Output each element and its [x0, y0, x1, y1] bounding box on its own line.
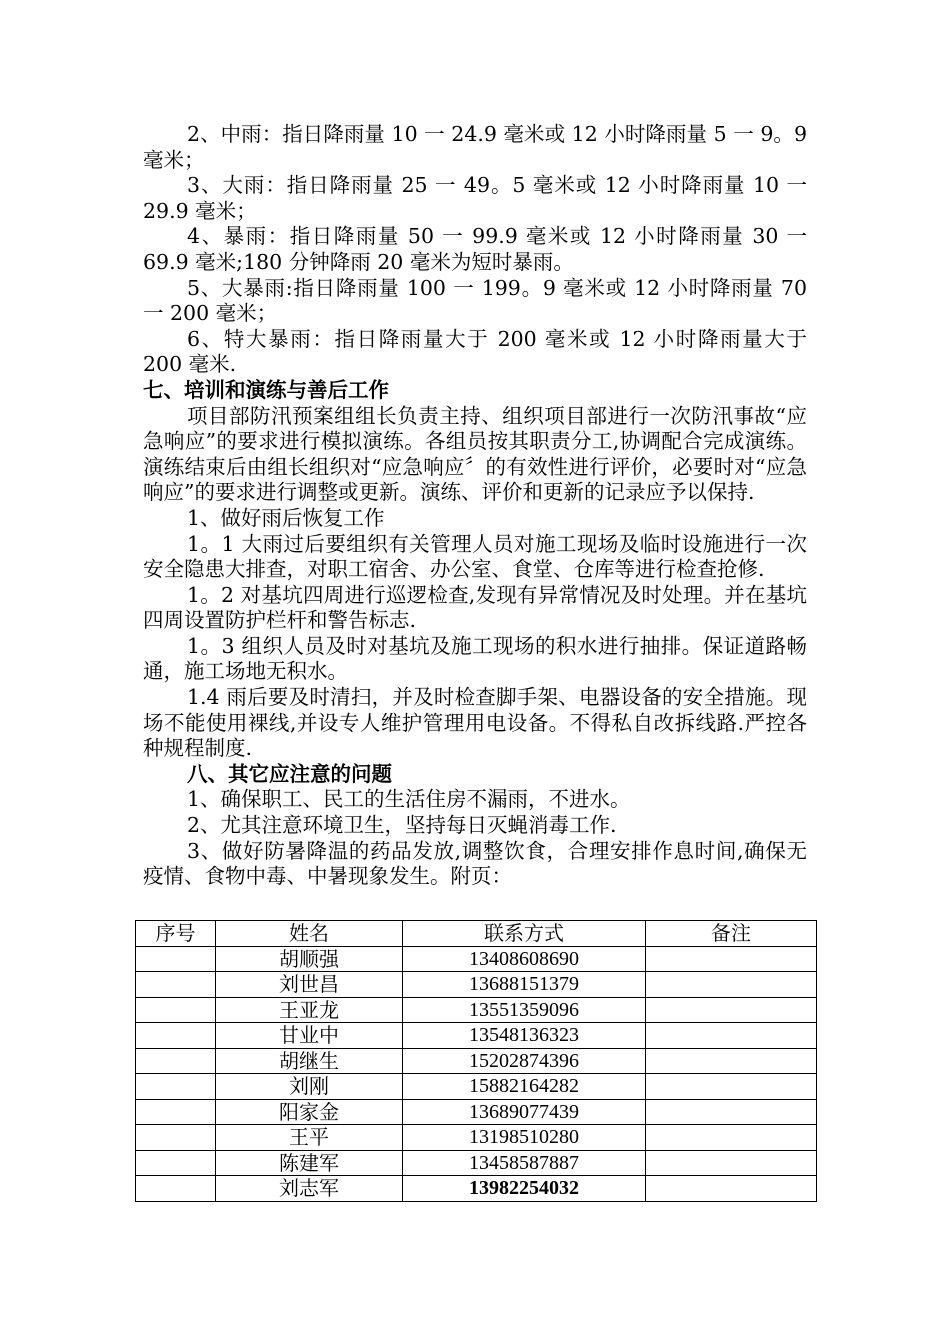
note-cell — [646, 1099, 817, 1125]
note-cell — [646, 1125, 817, 1151]
phone-cell: 13551359096 — [403, 997, 646, 1023]
paragraph: 1。3 组织人员及时对基坑及施工现场的积水进行抽排。保证道路畅通，施工场地无积水。 — [143, 633, 807, 684]
header-cell: 联系方式 — [403, 921, 646, 947]
phone-cell: 13689077439 — [403, 1099, 646, 1125]
no-cell — [136, 1150, 216, 1176]
name-cell: 刘志军 — [216, 1176, 403, 1202]
phone-cell: 13408608690 — [403, 946, 646, 972]
name-cell: 胡顺强 — [216, 946, 403, 972]
paragraph: 2、尤其注意环境卫生，坚持每日灭蝇消毒工作. — [187, 813, 617, 838]
name-cell: 刘刚 — [216, 1074, 403, 1100]
table-row — [136, 946, 817, 972]
section-heading: 八、其它应注意的问题 — [187, 761, 392, 786]
paragraph: 1。2 对基坑四周进行巡逻检查,发现有异常情况及时处理。并在基坑四周设置防护栏杆和警告标志. — [143, 582, 807, 633]
paragraph: 3、大雨：指日降雨量 25 一 49。5 毫米或 12 小时降雨量 10 一 29.9 毫米； — [143, 173, 807, 223]
contact-table — [135, 920, 817, 1202]
paragraph: 1.4 雨后要及时清扫，并及时检查脚手架、电器设备的安全措施。现场不能使用裸线,并设专人维护管理用电设备。不得私自改拆线路.严控各种规程制度. — [143, 685, 807, 761]
header-cell: 序号 — [136, 921, 216, 947]
paragraph: 5、大暴雨:指日降雨量 100 一 199。9 毫米或 12 小时降雨量 70 一 200 毫米； — [143, 275, 807, 326]
phone-cell: 13982254032 — [403, 1176, 646, 1202]
table-row — [136, 1125, 817, 1151]
phone-cell: 15882164282 — [403, 1074, 646, 1100]
table-row — [136, 1023, 817, 1049]
name-cell: 阳家金 — [216, 1099, 403, 1125]
note-cell — [646, 1176, 817, 1202]
header-cell: 备注 — [646, 921, 817, 947]
no-cell — [136, 1125, 216, 1151]
no-cell — [136, 946, 216, 972]
no-cell — [136, 1176, 216, 1202]
no-cell — [136, 972, 216, 998]
phone-cell: 13548136323 — [403, 1023, 646, 1049]
name-cell: 陈建军 — [216, 1150, 403, 1176]
table-row — [136, 997, 817, 1023]
phone-cell: 13198510280 — [403, 1125, 646, 1151]
name-cell: 刘世昌 — [216, 972, 403, 998]
no-cell — [136, 1074, 216, 1100]
note-cell — [646, 1023, 817, 1049]
name-cell: 胡继生 — [216, 1048, 403, 1074]
note-cell — [646, 946, 817, 972]
note-cell — [646, 997, 817, 1023]
no-cell — [136, 1099, 216, 1125]
table-row — [136, 1176, 817, 1202]
phone-cell: 13688151379 — [403, 972, 646, 998]
table-row — [136, 1048, 817, 1074]
table-row — [136, 972, 817, 998]
paragraph: 6、特大暴雨：指日降雨量大于 200 毫米或 12 小时降雨量大于 200 毫米. — [143, 326, 807, 377]
paragraph: 3、做好防暑降温的药品发放,调整饮食，合理安排作息时间,确保无疫情、食物中毒、中暑现象发生。附页： — [143, 838, 807, 889]
paragraph: 2、中雨：指日降雨量 10 一 24.9 毫米或 12 小时降雨量 5 一 9。9 毫米； — [143, 122, 807, 172]
no-cell — [136, 1023, 216, 1049]
name-cell: 王亚龙 — [216, 997, 403, 1023]
phone-cell: 13458587887 — [403, 1150, 646, 1176]
paragraph: 1、确保职工、民工的生活住房不漏雨，不进水。 — [187, 787, 631, 812]
table-header-row — [136, 921, 817, 947]
section-heading: 七、培训和演练与善后工作 — [143, 377, 389, 402]
header-cell: 姓名 — [216, 921, 403, 947]
table-row — [136, 1074, 817, 1100]
note-cell — [646, 972, 817, 998]
paragraph: 1。1 大雨过后要组织有关管理人员对施工现场及临时设施进行一次安全隐患大排查，对职工宿舍、办公室、食堂、仓库等进行检查抢修. — [143, 531, 807, 582]
note-cell — [646, 1150, 817, 1176]
phone-cell: 15202874396 — [403, 1048, 646, 1074]
name-cell: 王平 — [216, 1125, 403, 1151]
paragraph: 1、做好雨后恢复工作 — [187, 505, 385, 530]
table-row — [136, 1150, 817, 1176]
note-cell — [646, 1074, 817, 1100]
body-text — [143, 122, 807, 890]
no-cell — [136, 997, 216, 1023]
table-row — [136, 1099, 817, 1125]
note-cell — [646, 1048, 817, 1074]
paragraph: 项目部防汛预案组组长负责主持、组织项目部进行一次防汛事故“应急响应”的要求进行模拟演练。各组员按其职责分工,协调配合完成演练。演练结束后由组长组织对“应急响应〞的有效性进行评价，必要时对“应急响应”的要求进行调整或更新。演练、评价和更新的记录应予以保持. — [143, 403, 807, 505]
paragraph: 4、暴雨：指日降雨量 50 一 99.9 毫米或 12 小时降雨量 30 一 69.9 毫米;180 分钟降雨 20 毫米为短时暴雨。 — [143, 224, 807, 274]
no-cell — [136, 1048, 216, 1074]
name-cell: 甘业中 — [216, 1023, 403, 1049]
table-body — [136, 946, 817, 1201]
